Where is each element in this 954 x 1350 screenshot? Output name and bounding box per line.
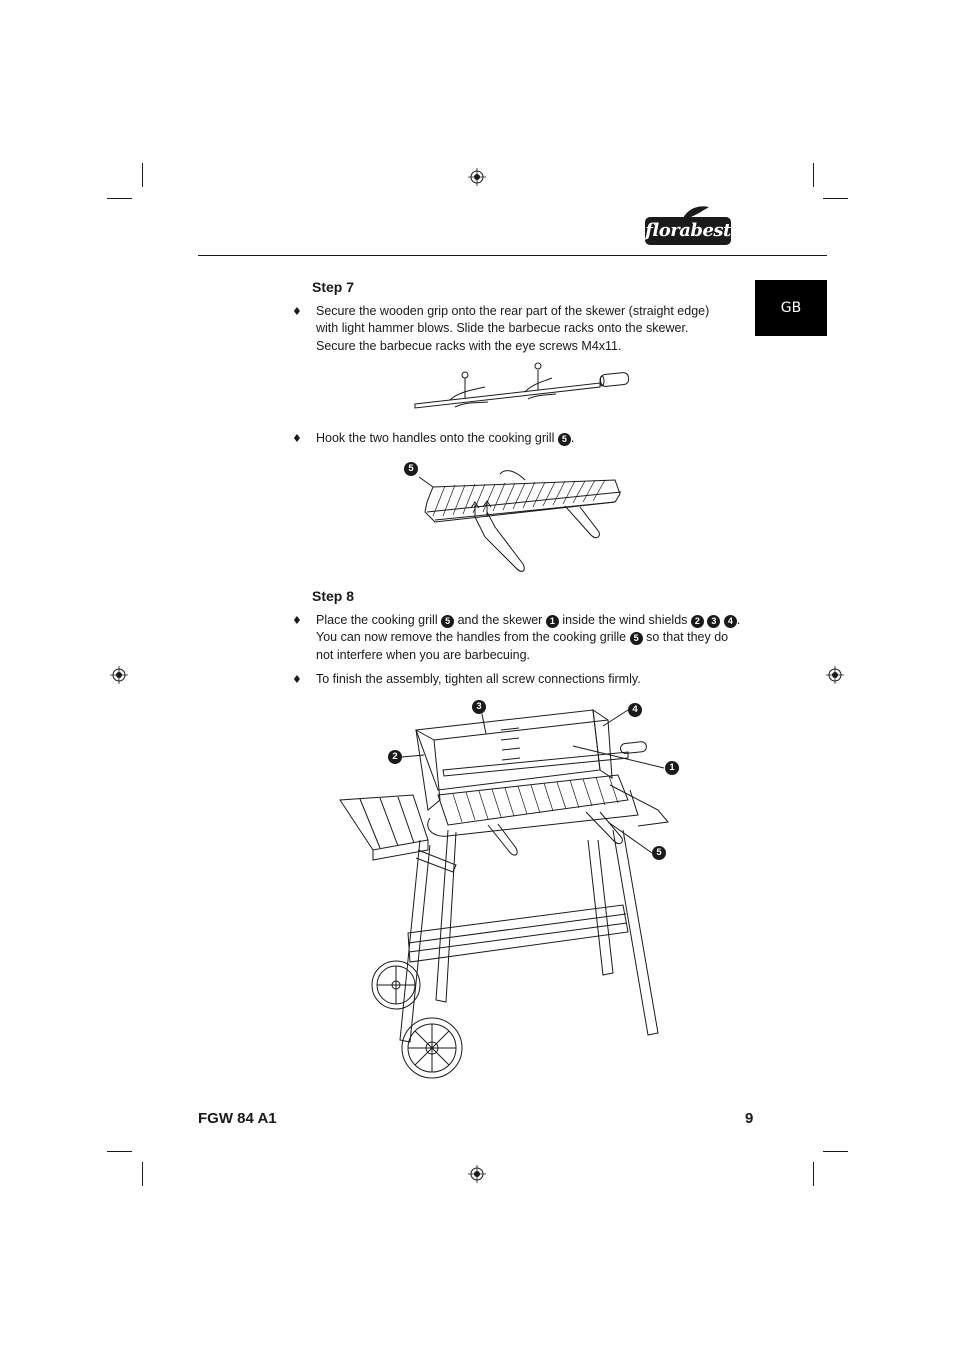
ref-badge-4: 4 bbox=[724, 615, 737, 628]
language-tab: GB bbox=[755, 280, 827, 336]
callout-1: 1 bbox=[665, 761, 679, 775]
assembled-grill-figure bbox=[338, 700, 678, 1082]
crop-mark bbox=[107, 198, 132, 199]
step7-heading: Step 7 bbox=[312, 279, 355, 295]
ref-badge-5: 5 bbox=[558, 433, 571, 446]
registration-mark-icon bbox=[468, 1165, 486, 1183]
step7-bullet2-text: Hook the two handles onto the cooking grill bbox=[316, 431, 555, 445]
callout-4: 4 bbox=[628, 703, 642, 717]
crop-mark bbox=[107, 1151, 132, 1152]
callout-5: 5 bbox=[652, 846, 666, 860]
step8-text-2: and the skewer bbox=[457, 613, 543, 627]
registration-mark-icon bbox=[468, 168, 486, 186]
ref-badge-3: 3 bbox=[707, 615, 720, 628]
crop-mark bbox=[142, 1162, 143, 1186]
registration-mark-icon bbox=[826, 666, 844, 684]
step8-text-1: Place the cooking grill bbox=[316, 613, 438, 627]
brand-logo: florabest bbox=[645, 217, 731, 245]
crop-mark bbox=[823, 198, 848, 199]
page-number: 9 bbox=[745, 1110, 754, 1127]
callout-3: 3 bbox=[472, 700, 486, 714]
diamond-bullet-icon: ♦ bbox=[292, 305, 302, 318]
step7-bullet2-text-end: . bbox=[570, 431, 575, 445]
step8-text-5: so that they do not interfere when you are barbecuing. bbox=[316, 630, 729, 662]
step8-text-4: . You can now remove the handles from the cooking grille bbox=[316, 613, 741, 645]
crop-mark bbox=[823, 1151, 848, 1152]
step8-bullet1 bbox=[316, 612, 741, 664]
cooking-grill-figure bbox=[415, 462, 630, 582]
step8-bullet2-text: To finish the assembly, tighten all screw connections firmly. bbox=[316, 672, 641, 686]
diamond-bullet-icon: ♦ bbox=[292, 432, 302, 445]
step8-heading: Step 8 bbox=[312, 588, 355, 604]
skewer-figure bbox=[410, 362, 640, 412]
step8-text-3: inside the wind shields bbox=[562, 613, 688, 627]
ref-badge-2: 2 bbox=[691, 615, 704, 628]
crop-mark bbox=[813, 163, 814, 187]
crop-mark bbox=[813, 1162, 814, 1186]
step7-bullet2 bbox=[316, 430, 741, 447]
ref-badge-5: 5 bbox=[441, 615, 454, 628]
header-rule bbox=[198, 255, 827, 256]
step7-bullet1-text: Secure the wooden grip onto the rear part of the skewer (straight edge) with light hammer blows. Slide the barbecue racks onto the skewer. Secure the barbecue racks with the eye screws M4x11. bbox=[316, 304, 710, 353]
footer-model: FGW 84 A1 bbox=[198, 1110, 277, 1127]
callout-2: 2 bbox=[388, 750, 402, 764]
ref-badge-5: 5 bbox=[630, 632, 643, 645]
crop-mark bbox=[142, 163, 143, 187]
registration-mark-icon bbox=[110, 666, 128, 684]
ref-badge-1: 1 bbox=[546, 615, 559, 628]
diamond-bullet-icon: ♦ bbox=[292, 673, 302, 686]
callout-5: 5 bbox=[404, 462, 418, 476]
diamond-bullet-icon: ♦ bbox=[292, 614, 302, 627]
